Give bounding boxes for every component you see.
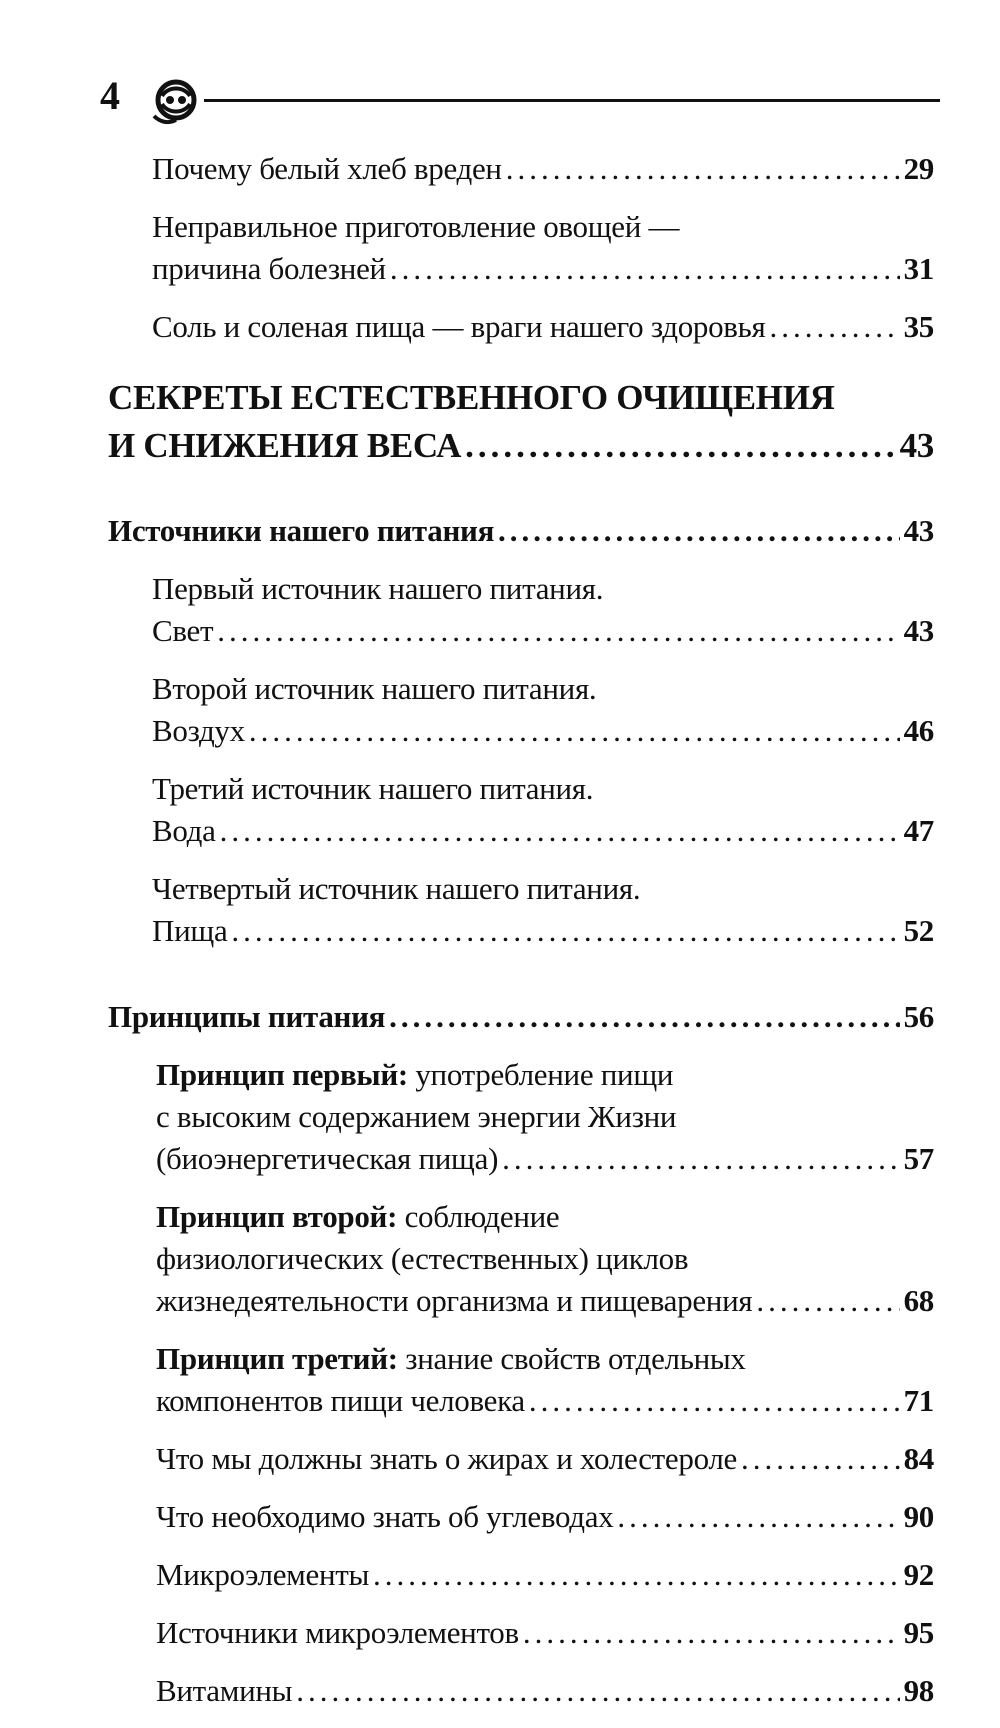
toc-page-number: 46 bbox=[903, 713, 934, 748]
toc-entry bbox=[108, 1196, 934, 1322]
toc-entry-title: Пища bbox=[152, 913, 228, 948]
toc-page-number: 90 bbox=[903, 1499, 934, 1534]
toc-entry bbox=[108, 768, 934, 852]
toc-page-number: 35 bbox=[903, 309, 934, 344]
toc-page-number: 47 bbox=[903, 813, 934, 848]
toc-page-number: 56 bbox=[903, 999, 934, 1034]
toc-entry-line-rest: употребление пищи bbox=[407, 1057, 674, 1092]
toc-page-number: 95 bbox=[903, 1615, 934, 1650]
toc-entry-title: Воздух bbox=[152, 713, 245, 748]
dot-leader bbox=[249, 710, 900, 752]
decorative-flourish-icon bbox=[148, 72, 204, 128]
dot-leader bbox=[617, 1496, 899, 1538]
toc-entry-line: Третий источник нашего питания. bbox=[152, 771, 594, 806]
toc-page-number: 92 bbox=[903, 1557, 934, 1592]
toc-entry-line-rest: соблюдение bbox=[397, 1199, 560, 1234]
dot-leader bbox=[220, 810, 900, 852]
toc-entry-title: компонентов пищи человека bbox=[156, 1383, 525, 1418]
toc-entry bbox=[108, 306, 934, 348]
toc-section-heading bbox=[108, 374, 934, 470]
toc-entry bbox=[108, 668, 934, 752]
toc-entry-title: Что необходимо знать об углеводах bbox=[156, 1499, 614, 1534]
toc-entry bbox=[108, 1438, 934, 1480]
header-rule bbox=[204, 99, 940, 102]
toc-page-number: 84 bbox=[903, 1441, 934, 1476]
dot-leader bbox=[769, 306, 899, 348]
toc-entry bbox=[108, 1338, 934, 1422]
toc-entry-title: Свет bbox=[152, 613, 214, 648]
toc-group-heading bbox=[108, 996, 934, 1038]
dot-leader bbox=[465, 422, 895, 470]
toc-entry-line: Неправильное приготовление овощей — bbox=[152, 209, 680, 244]
table-of-contents bbox=[108, 148, 934, 1728]
dot-leader bbox=[523, 1612, 900, 1654]
dot-leader bbox=[389, 996, 899, 1038]
dot-leader bbox=[741, 1438, 900, 1480]
toc-entry-line: физиологических (естественных) циклов bbox=[156, 1241, 689, 1276]
toc-entry-title: Источники микроэлементов bbox=[156, 1615, 519, 1650]
toc-entry bbox=[108, 868, 934, 952]
toc-entry-title: Вода bbox=[152, 813, 216, 848]
toc-entry bbox=[108, 148, 934, 190]
toc-entry-lead: Принцип третий: bbox=[156, 1341, 398, 1376]
toc-entry-line bbox=[156, 1196, 934, 1238]
toc-entry-line: СЕКРЕТЫ ЕСТЕСТВЕННОГО ОЧИЩЕНИЯ bbox=[108, 378, 835, 417]
toc-entry-line: Первый источник нашего питания. bbox=[152, 571, 604, 606]
toc-page-number: 98 bbox=[903, 1673, 934, 1708]
toc-entry-title: Микроэлементы bbox=[156, 1557, 370, 1592]
toc-entry bbox=[108, 1496, 934, 1538]
page-header bbox=[100, 72, 940, 128]
toc-entry-title: Почему белый хлеб вреден bbox=[152, 151, 502, 186]
toc-entry-title: Источники нашего питания bbox=[108, 513, 495, 548]
toc-entry-title: Что мы должны знать о жирах и холестероле bbox=[156, 1441, 737, 1476]
toc-page-number: 31 bbox=[903, 251, 934, 286]
toc-entry-line: Второй источник нашего питания. bbox=[152, 671, 597, 706]
toc-entry-line-rest: знание свойств отдельных bbox=[397, 1341, 746, 1376]
toc-entry-line: с высоким содержанием энергии Жизни bbox=[156, 1099, 677, 1134]
toc-entry-title: (биоэнергетическая пища) bbox=[156, 1141, 499, 1176]
toc-entry-title: И СНИЖЕНИЯ ВЕСА bbox=[108, 426, 462, 465]
toc-entry bbox=[108, 206, 934, 290]
toc-page-number: 29 bbox=[903, 151, 934, 186]
dot-leader bbox=[296, 1670, 899, 1712]
toc-entry bbox=[108, 1054, 934, 1180]
dot-leader bbox=[231, 910, 899, 952]
toc-page-number: 52 bbox=[903, 913, 934, 948]
toc-page-number: 43 bbox=[903, 513, 934, 548]
toc-entry-line bbox=[156, 1054, 934, 1096]
dot-leader bbox=[498, 510, 900, 552]
toc-entry-lead: Принцип первый: bbox=[156, 1057, 408, 1092]
dot-leader bbox=[529, 1380, 900, 1422]
page-number: 4 bbox=[100, 73, 120, 118]
toc-entry bbox=[108, 1554, 934, 1596]
dot-leader bbox=[373, 1554, 900, 1596]
toc-entry bbox=[108, 1670, 934, 1712]
dot-leader bbox=[502, 1138, 899, 1180]
toc-page-number: 43 bbox=[899, 426, 934, 465]
toc-entry-line bbox=[156, 1338, 934, 1380]
toc-entry bbox=[108, 568, 934, 652]
dot-leader bbox=[756, 1280, 899, 1322]
toc-entry-title: Принципы питания bbox=[108, 999, 386, 1034]
toc-page-number: 68 bbox=[903, 1283, 934, 1318]
toc-entry-title: жизнедеятельности организма и пищеварения bbox=[156, 1283, 753, 1318]
toc-page-number: 57 bbox=[903, 1141, 934, 1176]
toc-entry bbox=[108, 1612, 934, 1654]
dot-leader bbox=[217, 610, 899, 652]
toc-group-heading bbox=[108, 510, 934, 552]
toc-entry-title: Соль и соленая пища — враги нашего здоровья bbox=[152, 309, 766, 344]
toc-page-number: 71 bbox=[903, 1383, 934, 1418]
toc-entry-title: причина болезней bbox=[152, 251, 386, 286]
dot-leader bbox=[390, 248, 900, 290]
toc-entry-title: Витамины bbox=[156, 1673, 293, 1708]
toc-entry-line: Четвертый источник нашего питания. bbox=[152, 871, 641, 906]
toc-entry-lead: Принцип второй: bbox=[156, 1199, 398, 1234]
toc-page-number: 43 bbox=[903, 613, 934, 648]
dot-leader bbox=[506, 148, 900, 190]
